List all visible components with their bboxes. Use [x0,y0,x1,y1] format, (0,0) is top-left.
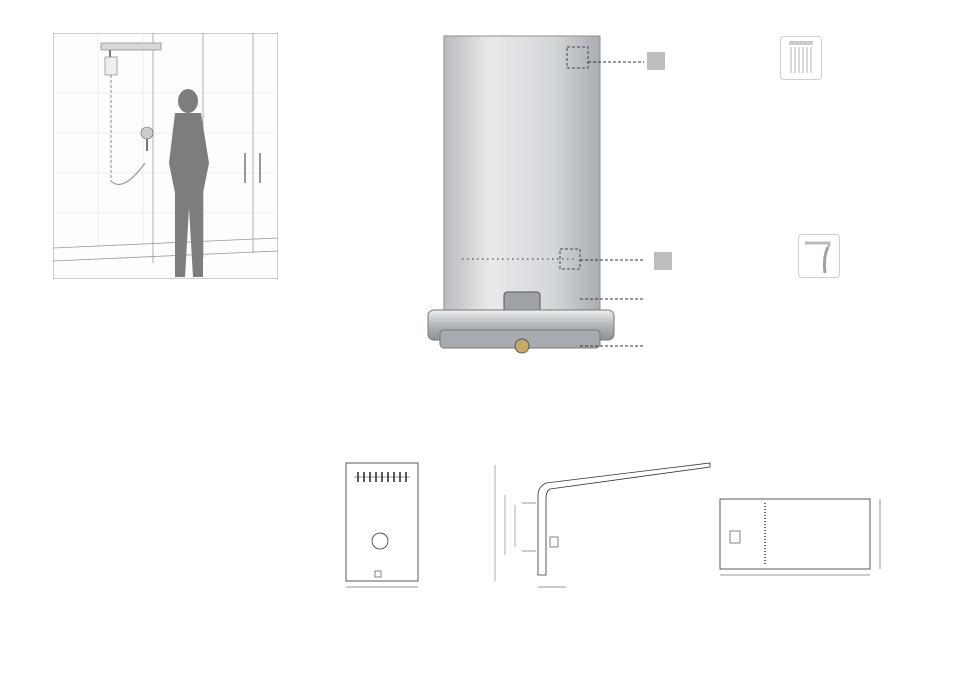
technical-drawings [340,455,900,605]
side-view-drawing [495,463,710,587]
callout-number-1 [647,52,665,70]
front-view-drawing [346,463,418,587]
rain-spray-icon [780,36,822,80]
leader-lines [580,50,680,360]
waterfall-spray-icon [798,234,840,278]
top-view-drawing [720,499,880,575]
shower-scene-illustration [53,33,278,279]
callout-number-2 [654,252,672,270]
